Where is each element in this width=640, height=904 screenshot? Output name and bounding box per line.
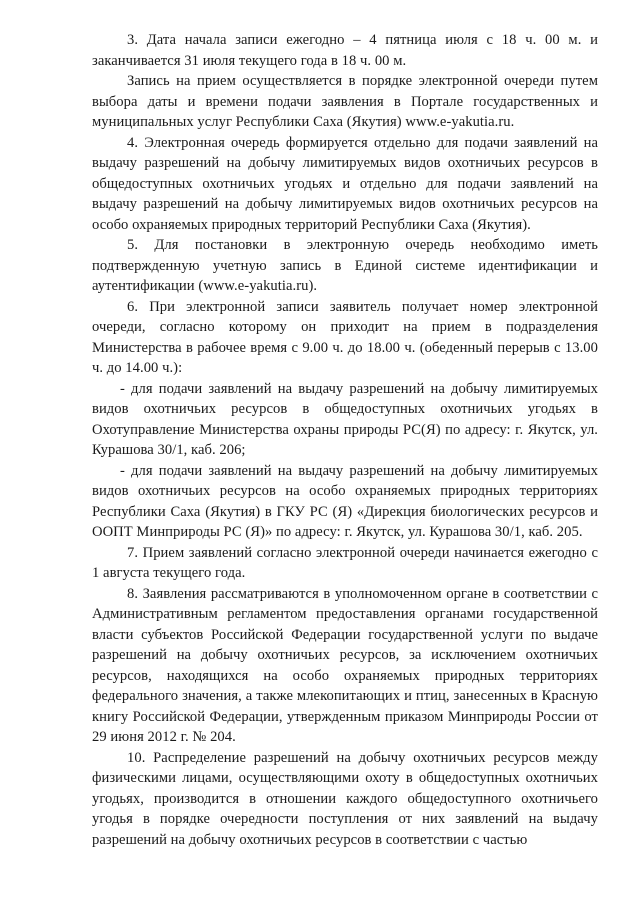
paragraph-registration: Запись на прием осуществляется в порядке электронной очереди путем выбора даты и времени подачи заявления в Портале государственных и муниципальных услуг Республики Саха (Якутия) www.e-yakutia.ru.	[92, 73, 598, 130]
list-item-protected-areas: - для подачи заявлений на выдачу разрешений на добычу лимитируемых видов охотничьих ресурсов на особо охраняемых природных территориях Республики Саха (Якутия) в ГКУ РС (Я) «Дирекция биологических ресурсов и ООПТ Минприроды РС (Я)» по адресу: г. Якутск, ул. Курашова 30/1, каб. 205.	[92, 462, 598, 540]
list-item-public-lands: - для подачи заявлений на выдачу разрешений на добычу лимитируемых видов охотничьих ресурсов в общедоступных охотничьих угодьях в Охотуправление Министерства охраны природы РС(Я) по адресу: г. Якутск, ул. Курашова 30/1, каб. 206;	[92, 380, 598, 458]
paragraph-item-10-distribution: 10. Распределение разрешений на добычу охотничьих ресурсов между физическими лицами, осуществляющими охоту в общедоступных охотничьих угодьях, производится в отношении каждого общедоступного охотничьего угодья в порядке очередности поступления от них заявлений на выдачу разрешений на добычу охотничьих ресурсов в соответствии с частью	[92, 749, 598, 848]
paragraph-item-5-account: 5. Для постановки в электронную очередь необходимо иметь подтвержденную учетную запись в Единой системе идентификации и аутентификации (www.e-yakutia.ru).	[92, 237, 598, 294]
paragraph-item-7-start: 7. Прием заявлений согласно электронной очереди начинается ежегодно с 1 августа текущего года.	[92, 544, 598, 581]
paragraph-item-3-date: 3. Дата начала записи ежегодно – 4 пятница июля с 18 ч. 00 м. и заканчивается 31 июля текущего года в 18 ч. 00 м.	[92, 32, 598, 69]
paragraph-item-8-regulation: 8. Заявления рассматриваются в уполномоченном органе в соответствии с Административным регламентом предоставления органами государственной власти субъектов Российской Федерации государственной услуги по выдаче разрешений на добычу охотничьих ресурсов, за исключением охотничьих ресурсов, находящихся на особо охраняемых природных территориях федерального значения, а также млекопитающих и птиц, занесенных в Красную книгу Российской Федерации, утвержденным приказом Минприроды России от 29 июня 2012 г. № 204.	[92, 585, 598, 745]
paragraph-item-6-reception: 6. При электронной записи заявитель получает номер электронной очереди, согласно которому он приходит на прием в подразделения Министерства в рабочее время с 9.00 ч. до 18.00 ч. (обеденный перерыв с 13.00 ч. до 14.00 ч.):	[92, 298, 598, 376]
document-page	[92, 30, 598, 850]
paragraph-item-4-queue: 4. Электронная очередь формируется отдельно для подачи заявлений на выдачу разрешений на добычу лимитируемых видов охотничьих ресурсов в общедоступных охотничьих угодьях и отдельно для подачи заявлений на выдачу разрешений на добычу лимитируемых видов охотничьих ресурсов на особо охраняемых природных территорий Республики Саха (Якутия).	[92, 134, 598, 233]
